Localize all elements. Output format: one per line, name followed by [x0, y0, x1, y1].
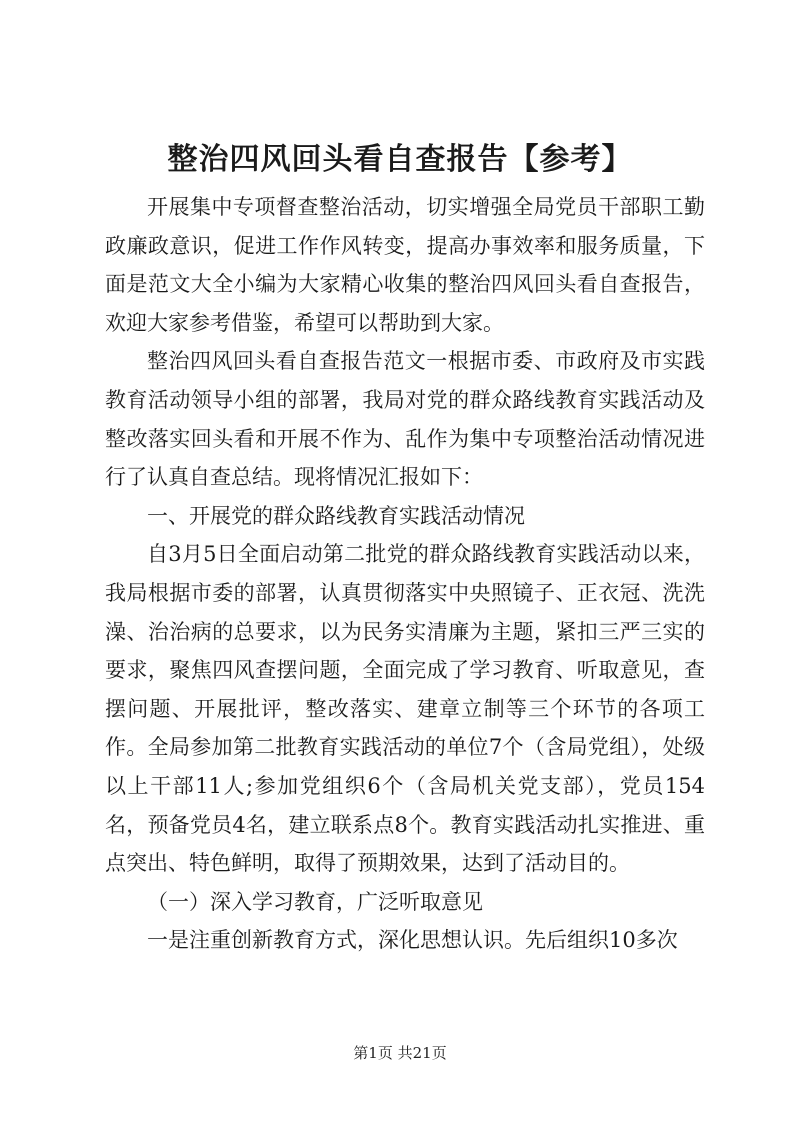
sample-opening-paragraph: 整治四风回头看自查报告范文一根据市委、市政府及市实践教育活动领导小组的部署，我局对党的群众路线教育实践活动及整改落实回头看和开展不作为、乱作为集中专项整治活动情况进行了认真自查总结。现将情况汇报如下： — [105, 349, 705, 490]
intro-paragraph: 开展集中专项督查整治活动，切实增强全局党员干部职工勤政廉政意识，促进工作作风转变，提高办事效率和服务质量，下面是范文大全小编为大家精心收集的整治四风回头看自查报告，欢迎大家参考借鉴，希望可以帮助到大家。 — [105, 195, 705, 335]
activity-summary-paragraph: 自3月5日全面启动第二批党的群众路线教育实践活动以来，我局根据市委的部署，认真贯彻落实中央照镜子、正衣冠、洗洗澡、治治病的总要求，以为民务实清廉为主题，紧扣三严三实的要求，聚焦四风查摆问题，全面完成了学习教育、听取意见，查摆问题、开展批评，整改落实、建章立制等三个环节的各项工作。全局参加第二批教育实践活动的单位7个（含局党组），处级以上干部11人;参加党组织6个（含局机关党支部），党员154名，预备党员4名，建立联系点8个。教育实践活动扎实推进、重点突出、特色鲜明，取得了预期效果，达到了活动目的。 — [105, 542, 705, 876]
document-body — [105, 188, 705, 960]
section-heading-1: 一、开展党的群众路线教育实践活动情况 — [147, 503, 525, 528]
document-title: 整治四风回头看自查报告【参考】 — [167, 142, 633, 177]
page-number-footer: 第1页 共21页 — [353, 1044, 447, 1062]
subsection-heading-1: （一）深入学习教育，广泛听取意见 — [147, 889, 483, 914]
study-education-paragraph: 一是注重创新教育方式，深化思想认识。先后组织10多次 — [147, 928, 678, 953]
